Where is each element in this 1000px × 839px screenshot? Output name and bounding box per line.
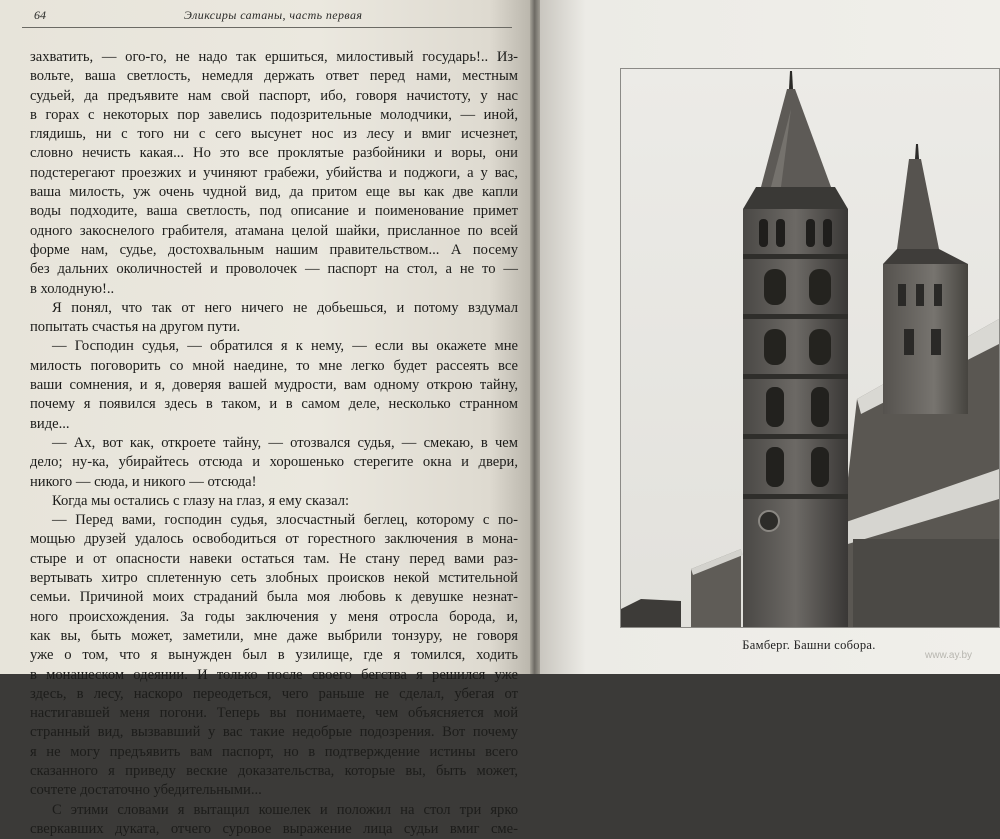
text-line: вертывать хитро сплетенную сеть злобных происков некой мстительной <box>30 570 518 587</box>
text-line: — Перед вами, господин судья, злосчастный беглец, которому с по- <box>52 512 518 529</box>
watermark: www.ay.by <box>925 650 973 661</box>
text-line: здесь, в лесу, наскоро переодеться, чего раньше не сделал, убегая от <box>30 685 518 702</box>
running-title: Эликсиры сатаны, часть первая <box>184 8 363 22</box>
book-gutter <box>530 0 540 674</box>
text-line: без дальних околичностей и проволочек — паспорт на стол, а не то — <box>30 261 518 278</box>
text-line: одного закоснелого грабителя, атамана целой шайки, присланное по всей <box>30 222 518 239</box>
photo-caption: Бамберг. Башни собора. <box>742 638 876 652</box>
text-line: Я понял, что так от него ничего не добьешься, и потому вздумал <box>52 299 518 316</box>
text-line: — Господин судья, — обратился я к нему, — если вы окажете мне <box>52 338 518 355</box>
text-line: захватить, — ого-го, не надо так ершиться, милостивый государь!.. Из- <box>30 49 518 65</box>
right-page <box>540 0 1000 674</box>
header-rule <box>22 27 512 28</box>
text-line: глядишь, ни с того ни с сего высунет нос из лесу и вмиг исчезнет, <box>30 126 518 143</box>
page-number: 64 <box>34 8 46 22</box>
text-line: вольте, ваша светлость, немедля держать ответ перед нами, местным <box>30 68 518 85</box>
text-line: стыре и от опасности навеки остаться там. Не стану перед вами раз- <box>30 550 518 567</box>
text-line: в монашеском одеянии. И только после своего бегства я решился уже <box>30 666 518 683</box>
text-line: виде... <box>30 415 70 432</box>
running-head <box>34 5 514 27</box>
text-line: воды подходите, ваша светлость, под описание и поименование примет <box>30 203 518 220</box>
text-line: ваши сомнения, и я, доверяя вашей мудрости, вам одному открою тайну, <box>30 377 518 394</box>
text-line: как вы, быть может, заметили, мне даже выбрили тонзуру, не говоря <box>30 627 518 644</box>
body-text <box>30 48 518 839</box>
text-line: ваша милость, уж очень чудной вид, да притом еще вы как две капли <box>30 184 518 201</box>
text-line: почему я появился здесь в таком, и в самом деле, несколько странном <box>30 396 518 413</box>
text-line: мощью друзей удалось освободиться от горестного заключения в мона- <box>30 531 518 548</box>
text-line: словно нечисть какая... Но это все проклятые разбойники и воры, они <box>30 145 518 162</box>
text-line: сочтете достаточно убедительными... <box>30 782 262 799</box>
cathedral-photo <box>620 68 1000 628</box>
text-line: уже о том, что я вынужден был в узилище, где я томился, ходить <box>30 647 518 664</box>
text-line: — Ах, вот как, откроете тайну, — отозвался судья, — смекаю, в чем <box>52 434 518 451</box>
text-line: подстерегают проезжих и учиняют грабежи, убийства и поджоги, а у вас, <box>30 164 518 181</box>
text-line: дело; ну-ка, убирайтесь отсюда и хорошенько стерегите окна и двери, <box>30 454 518 471</box>
text-line: попытать счастья на другом пути. <box>30 319 241 336</box>
text-line: я не могу предъявить вам паспорт, но в подтверждение истины всего <box>30 743 518 760</box>
text-line: форме нам, судье, достохвальным нашим правительством... А посему <box>30 241 518 258</box>
text-line: сказанного я приведу веские доказательства, которые вы, быть может, <box>30 762 518 779</box>
text-line: Когда мы остались с глазу на глаз, я ему сказал: <box>52 492 350 509</box>
text-line: милость поговорить со мной наедине, то мне легко будет рассеять все <box>30 357 518 374</box>
text-line: в холодную!.. <box>30 280 115 297</box>
text-line: С этими словами я вытащил кошелек и положил на стол три ярко <box>52 801 518 818</box>
text-line: странный вид, вызвавший у вас такие недобрые подозрения. Вот почему <box>30 724 518 741</box>
text-line: ного происхождения. За годы заключения у меня отросла борода, и, <box>30 608 518 625</box>
text-line: сверкавших дуката, отчего суровое выражение лица судьи вмиг сме- <box>30 820 518 837</box>
text-line: судьей, да предъявите нам свой паспорт, ибо, говоря начистоту, у нас <box>30 87 518 104</box>
cathedral-towers-illustration <box>621 69 999 627</box>
text-line: семьи. Причиной моих страданий была моя любовь к девушке незнат- <box>30 589 518 606</box>
text-line: никого — сюда, и никого — отсюда! <box>30 473 257 490</box>
text-line: настигавшей меня погони. Теперь вы понимаете, чем объясняется мой <box>30 705 518 722</box>
text-line: в горах с некоторых пор завелись подозрительные молодчики, — иной, <box>30 106 518 123</box>
